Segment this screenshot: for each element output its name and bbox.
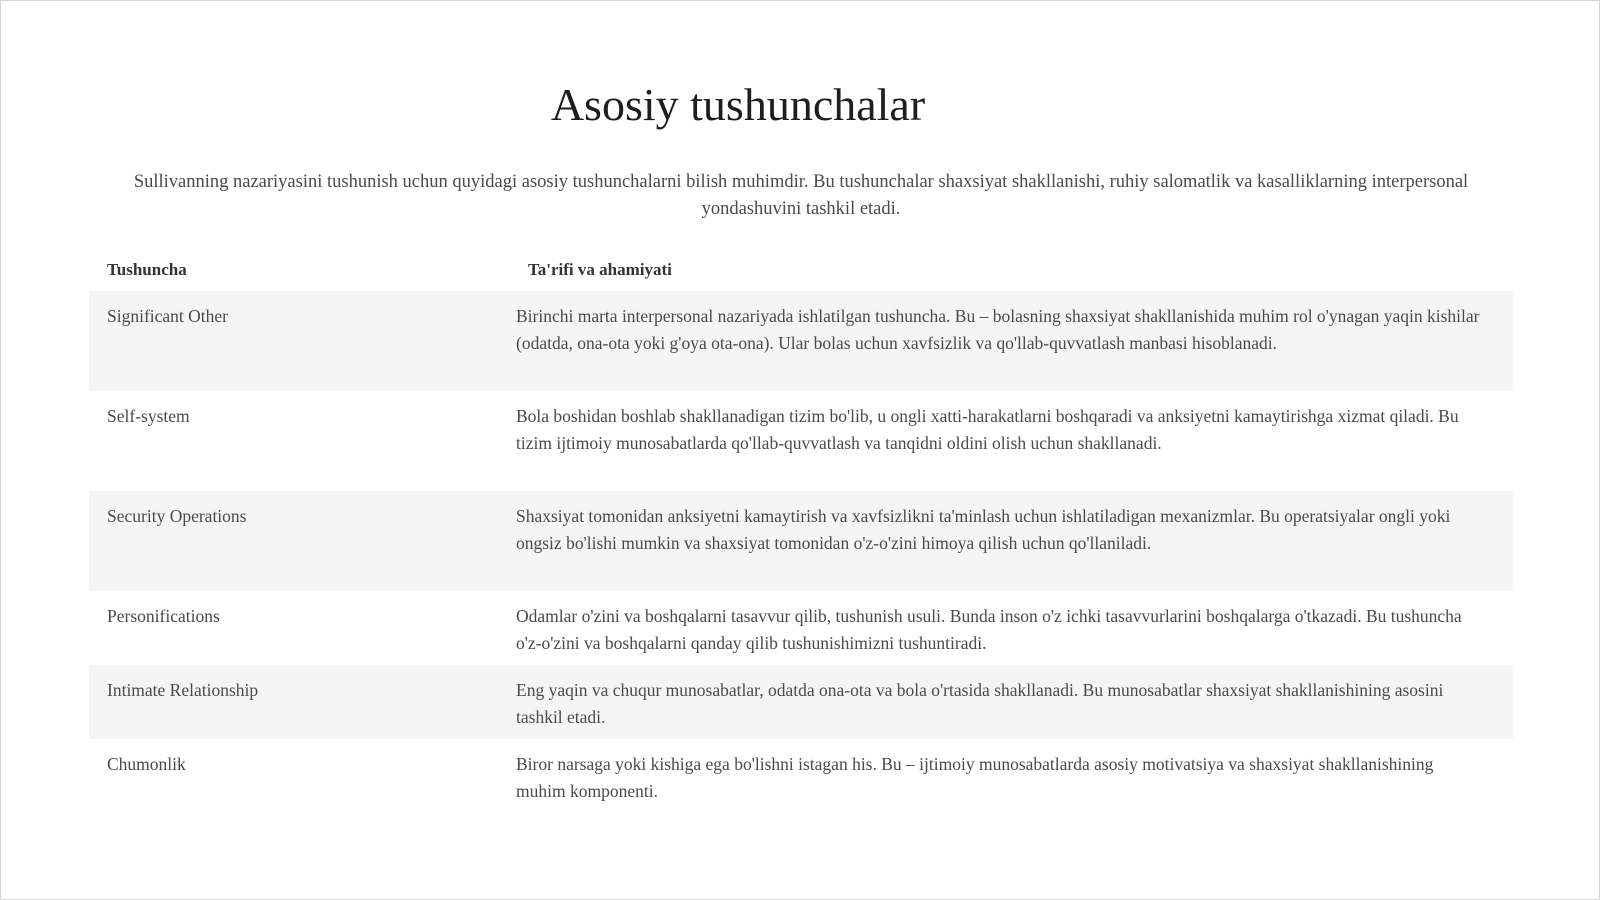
- definition-cell: Shaxsiyat tomonidan anksiyetni kamaytirish va xavfsizlikni ta'minlash uchun ishlatiladigan mexanizmlar. Bu operatsiyalar ongli yoki ongsiz bo'lishi mumkin va shaxsiyat tomonidan o'z-o'zini himoya qilish uchun qo'llaniladi.: [516, 506, 1451, 553]
- definition-cell: Birinchi marta interpersonal nazariyada ishlatilgan tushuncha. Bu – bolasning shaxsiyat shakllanishida muhim rol o'ynagan yaqin kishilar (odatda, ona-ota yoki g'oya ota-ona). Ular bolas uchun xavfsizlik va qo'llab-quvvatlash manbasi hisoblanadi.: [516, 306, 1480, 353]
- page-title: Asosiy tushunchalar: [550, 79, 926, 130]
- table-row: [89, 739, 1513, 813]
- table-row: [89, 391, 1513, 491]
- table-row: [89, 291, 1513, 391]
- term-cell: Significant Other: [107, 306, 229, 326]
- definition-cell: Odamlar o'zini va boshqalarni tasavvur qilib, tushunish usuli. Bunda inson o'z ichki tasavvurlarini boshqalarga o'tkazadi. Bu tushuncha o'z-o'zini va boshqalarni qanday qilib tushunishimizni tushuntiradi.: [516, 606, 1462, 653]
- term-cell: Self-system: [107, 406, 190, 426]
- term-cell: Chumonlik: [107, 754, 186, 774]
- intro-paragraph: Sullivanning nazariyasini tushunish uchun quyidagi asosiy tushunchalarni bilish muhimdir. Bu tushunchalar shaxsiyat shakllanishi, ruhiy salomatlik va kasalliklarning interpersonal yondashuvini tashkil etadi.: [133, 172, 1469, 219]
- table-row: [89, 591, 1513, 665]
- term-cell: Intimate Relationship: [107, 680, 259, 700]
- column-header-term: Tushuncha: [107, 260, 187, 279]
- term-cell: Personifications: [107, 606, 220, 626]
- term-cell: Security Operations: [107, 506, 247, 526]
- column-header-definition: Ta'rifi va ahamiyati: [528, 260, 672, 279]
- table-header: [89, 249, 1513, 291]
- concepts-table: [89, 249, 1513, 813]
- definition-cell: Biror narsaga yoki kishiga ega bo'lishni istagan his. Bu – ijtimoiy munosabatlarda asosiy motivatsiya va shaxsiyat shakllanishining muhim komponenti.: [516, 754, 1434, 801]
- table-row: [89, 491, 1513, 591]
- definition-cell: Eng yaqin va chuqur munosabatlar, odatda ona-ota va bola o'rtasida shakllanadi. Bu munosabatlar shaxsiyat shakllanishining asosini tashkil etadi.: [516, 680, 1444, 727]
- definition-cell: Bola boshidan boshlab shakllanadigan tizim bo'lib, u ongli xatti-harakatlarni boshqaradi va anksiyetni kamaytirishga xizmat qiladi. Bu tizim ijtimoiy munosabatlarda qo'llab-quvvatlash va tanqidni oldini olish uchun shakllanadi.: [516, 406, 1459, 453]
- table-row: [89, 665, 1513, 739]
